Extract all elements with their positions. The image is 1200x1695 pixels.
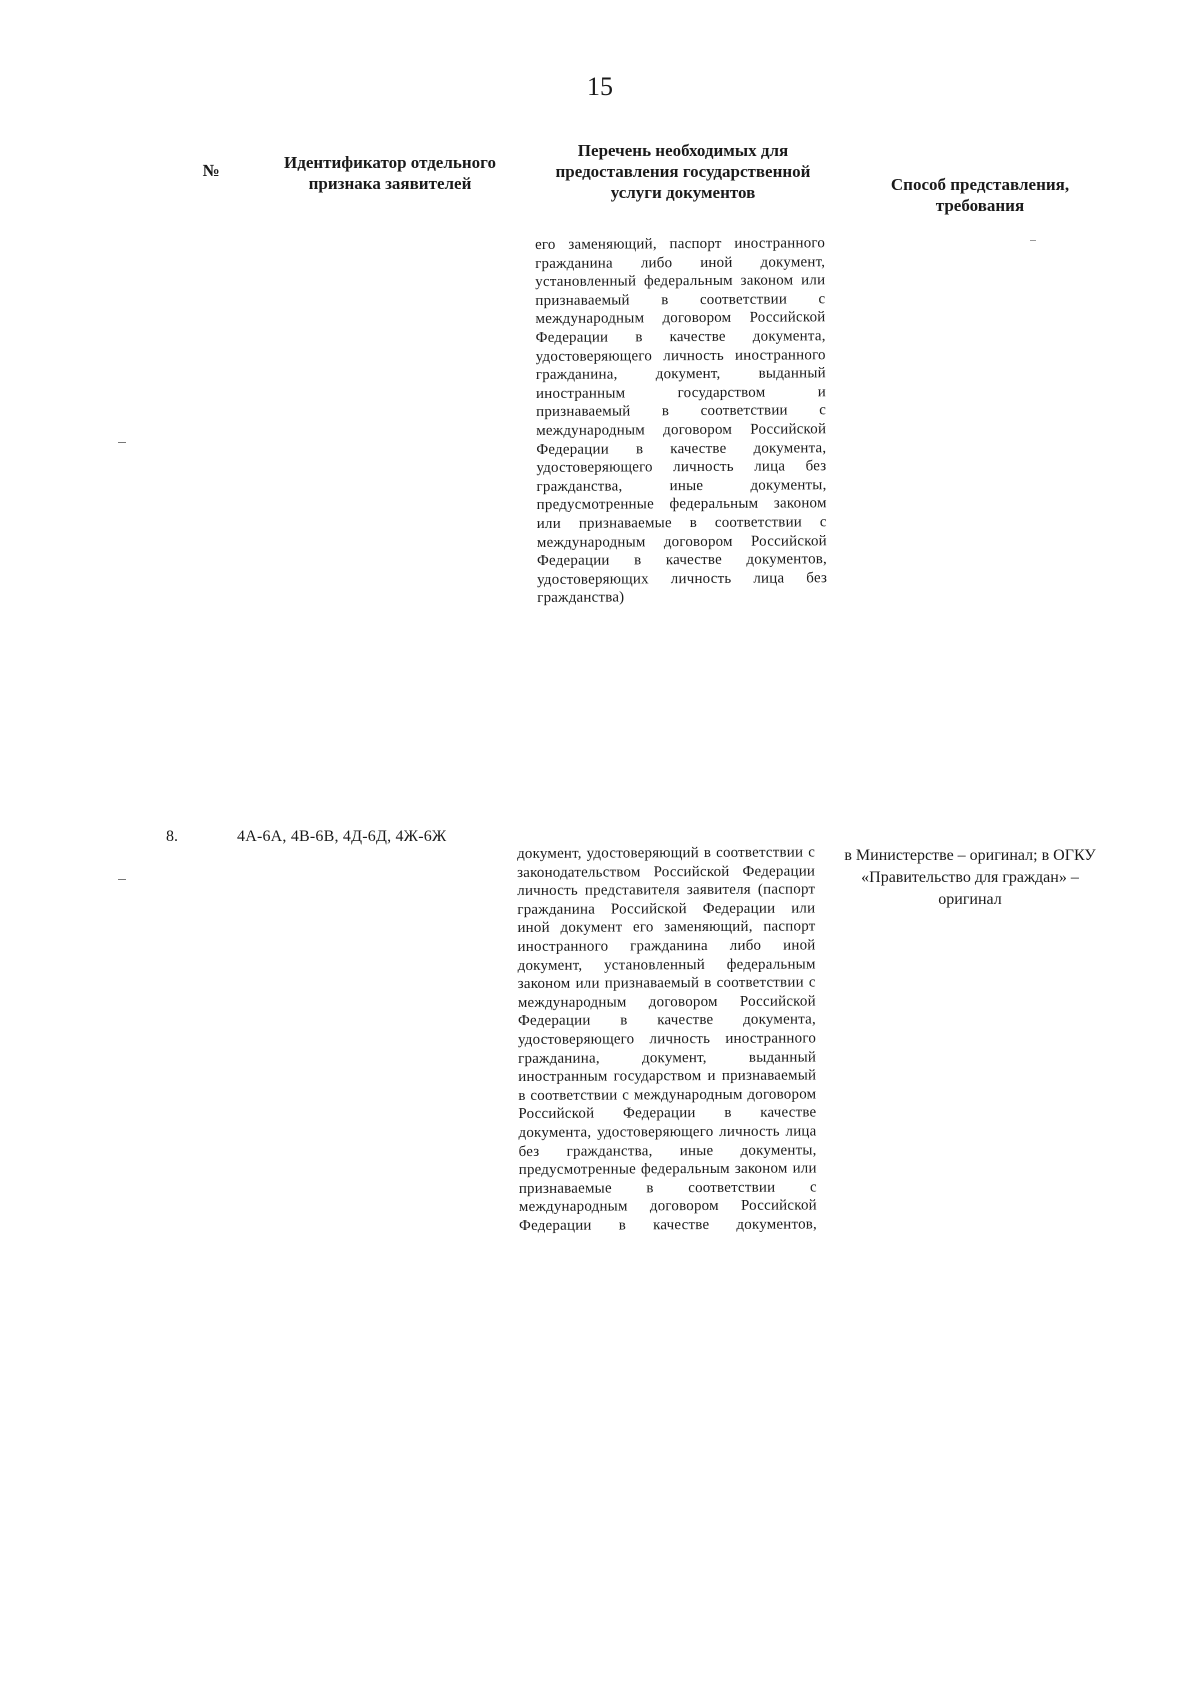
continuation-documents-cell: его заменяющий, паспорт иностранного гражданина либо иной документ, установленный федеральным законом или признаваемый в соответствии с международным договором Российской Федерации в качестве документа, удостоверяющего личность иностранного гражданина, документ, выданный иностранным государством и признаваемый в соответствии с международным договором Российской Федерации в качестве документа, удостоверяющего личность лица без гражданства, иные документы, предусмотренные федеральным законом или признаваемые в соответствии с международным договором Российской Федерации в качестве документов, удостоверяющих личность лица без гражданства)	[535, 235, 828, 607]
row-method-cell: в Министерстве – оригинал; в ОГКУ «Правительство для граждан» – оригинал	[844, 847, 1096, 908]
header-identifier: Идентификатор отдельного признака заявителей	[284, 153, 496, 193]
blank-dash	[1030, 240, 1036, 241]
row-number-cell: 8.	[166, 828, 178, 845]
header-method: Способ представления, требования	[890, 175, 1070, 215]
row-documents-cell: документ, удостоверяющий в соответствии с законодательством Российской Федерации личность представителя заявителя (паспорт гражданина Российской Федерации или иной документ его заменяющий, паспорт иностранного гражданина либо иной документ, установленный федеральным законом или признаваемый в соответствии с международным договором Российской Федерации в качестве документа, удостоверяющего личность иностранного гражданина, документ, выданный иностранным государством и признаваемый в соответствии с международным договором Российской Федерации в качестве документа, удостоверяющего личность лица без гражданства, иные документы, предусмотренные федеральным законом или признаваемые в соответствии с международным договором Российской Федерации в качестве документов,	[517, 844, 818, 1234]
margin-mark	[118, 879, 126, 880]
margin-mark	[118, 442, 126, 443]
row-identifier-cell: 4А-6А, 4В-6В, 4Д-6Д, 4Ж-6Ж	[237, 828, 447, 845]
header-number: №	[202, 161, 220, 180]
header-documents: Перечень необходимых для предоставления государственной услуги документов	[555, 141, 811, 202]
page-number: 15	[587, 72, 613, 101]
